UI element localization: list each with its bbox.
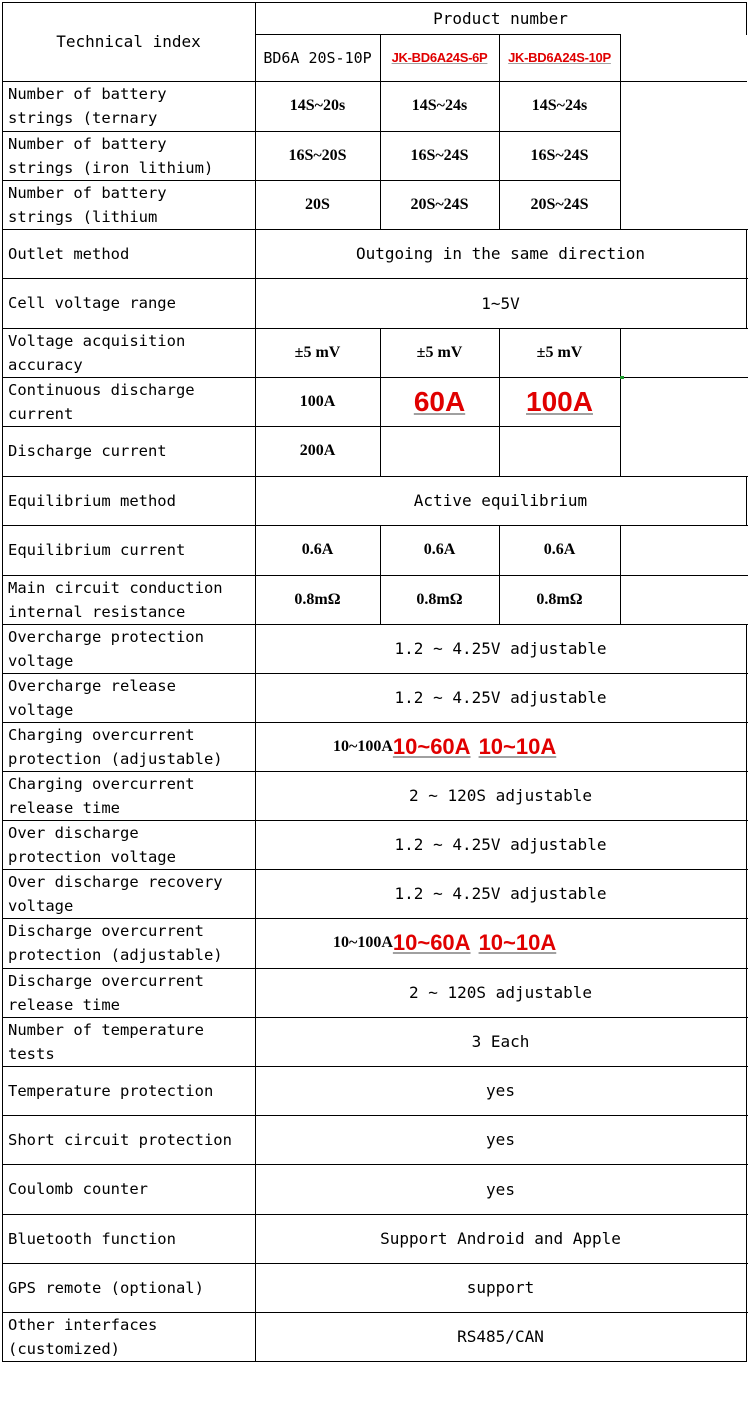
column-rule — [620, 575, 621, 624]
row-rule — [2, 624, 621, 625]
value-cell: 0.8mΩ — [416, 590, 463, 608]
row-label: Bluetooth function — [8, 1229, 176, 1248]
spanning-value: yes — [486, 1179, 515, 1199]
row-label: Outlet method — [8, 244, 130, 263]
row-rule — [620, 918, 748, 919]
table-border-right — [746, 624, 747, 1362]
column-rule — [499, 81, 500, 131]
column-rule — [380, 180, 381, 229]
row-label: GPS remote (optional) — [8, 1278, 204, 1297]
header-rule — [255, 34, 620, 35]
column-rule — [620, 525, 621, 575]
row-rule — [2, 820, 621, 821]
row-label: Cell voltage range — [8, 294, 176, 312]
value-cell: 0.6A — [301, 541, 334, 558]
row-label: Overcharge protection voltage — [8, 627, 204, 670]
table-border-top — [2, 2, 746, 3]
model-label-red: JK-BD6A24S-10P — [508, 50, 611, 65]
column-rule — [380, 525, 381, 575]
value-cell: 14S~24s — [531, 97, 588, 114]
row-label: Number of battery strings (iron lithium) — [8, 134, 214, 177]
value-cell — [380, 377, 499, 426]
row-rule — [2, 771, 621, 772]
mixed-value-cell — [255, 918, 746, 968]
row-rule — [2, 1017, 621, 1018]
value-cell: 0.8mΩ — [536, 590, 583, 608]
value-text-red: 10~10A — [478, 930, 557, 955]
row-rule — [2, 1361, 747, 1362]
row-rule — [620, 771, 748, 772]
row-rule — [2, 1214, 621, 1215]
column-rule — [380, 81, 381, 131]
value-cell: 100A — [299, 392, 336, 410]
row-rule — [620, 278, 748, 279]
value-text-red: 60A — [413, 385, 466, 417]
row-rule — [2, 869, 621, 870]
column-rule — [255, 2, 256, 1362]
row-rule — [620, 869, 748, 870]
column-rule — [380, 328, 381, 377]
row-label: Charging overcurrent release time — [8, 774, 195, 817]
row-rule — [2, 131, 621, 132]
column-rule — [620, 426, 621, 476]
row-label: Main circuit conduction internal resistance — [8, 578, 223, 621]
spanning-value: 1.2 ~ 4.25V adjustable — [394, 835, 607, 854]
spanning-value: Outgoing in the same direction — [356, 244, 645, 263]
row-label: Short circuit protection — [8, 1130, 232, 1149]
row-rule — [620, 476, 748, 477]
value-cell: 16S~24S — [410, 146, 469, 164]
row-label: Number of battery strings (lithium — [8, 183, 167, 226]
spanning-value: yes — [486, 1081, 515, 1100]
row-label: Over discharge protection voltage — [8, 823, 176, 866]
column-rule — [620, 328, 621, 377]
spanning-value: 1.2 ~ 4.25V adjustable — [394, 884, 607, 903]
row-label: Voltage acquisition accuracy — [8, 331, 186, 374]
spanning-value: 1.2 ~ 4.25V adjustable — [394, 639, 607, 658]
row-label: Equilibrium method — [8, 491, 176, 510]
spanning-value: 1.2 ~ 4.25V adjustable — [394, 688, 607, 707]
row-rule — [620, 1164, 748, 1165]
empty-cell — [620, 180, 746, 229]
row-label: Coulomb counter — [8, 1180, 148, 1198]
row-rule — [620, 1115, 748, 1116]
row-rule — [2, 229, 621, 230]
row-rule — [2, 918, 621, 919]
table-border-right — [746, 2, 747, 35]
row-rule — [620, 525, 748, 526]
row-rule — [620, 624, 748, 625]
row-rule — [2, 575, 621, 576]
spanning-value: 2 ~ 120S adjustable — [408, 786, 593, 805]
value-cell: 0.6A — [543, 541, 576, 558]
spanning-value: 2 ~ 120S adjustable — [408, 983, 593, 1002]
value-cell: ±5 mV — [536, 343, 583, 361]
row-rule — [2, 1115, 621, 1116]
empty-cell — [620, 131, 746, 180]
column-rule — [620, 180, 621, 229]
row-label: Continuous discharge current — [8, 380, 195, 423]
value-cell: ±5 mV — [416, 343, 463, 361]
row-rule — [2, 1263, 621, 1264]
table-border-right — [746, 476, 747, 525]
green-marker — [620, 376, 624, 379]
row-label: Over discharge recovery voltage — [8, 872, 223, 915]
spanning-value: Active equilibrium — [413, 491, 588, 510]
column-rule — [620, 377, 621, 426]
row-label: Discharge overcurrent release time — [8, 971, 204, 1014]
value-cell: ±5 mV — [294, 343, 341, 361]
row-label: Discharge overcurrent protection (adjustable) — [8, 922, 223, 964]
row-rule — [620, 1066, 748, 1067]
model-header-jk-bd6a24s-6p — [380, 34, 499, 81]
row-rule — [2, 673, 621, 674]
column-rule — [620, 34, 621, 81]
row-label: Number of battery strings (ternary — [8, 85, 167, 127]
value-text-red: 10~60A — [392, 733, 471, 759]
value-cell: 14S~20s — [289, 97, 346, 114]
column-rule — [499, 328, 500, 377]
row-label: Discharge current — [8, 442, 167, 460]
model-header-bd6a-20s-10p: BD6A 20S-10P — [263, 48, 372, 67]
row-rule — [2, 968, 621, 969]
empty-cell — [620, 426, 746, 476]
column-rule — [380, 575, 381, 624]
row-rule — [2, 377, 621, 378]
value-text: 10~100A — [333, 737, 393, 755]
spanning-value: 3 Each — [471, 1032, 530, 1051]
row-rule — [620, 1214, 748, 1215]
technical-index-header: Technical index — [56, 32, 201, 51]
value-cell: 16S~24S — [530, 146, 589, 164]
row-rule — [2, 1312, 621, 1313]
value-cell: 0.8mΩ — [294, 590, 341, 608]
empty-cell — [620, 575, 746, 624]
row-rule — [620, 575, 748, 576]
value-cell: 16S~20S — [288, 146, 347, 164]
column-rule — [499, 426, 500, 476]
row-rule — [620, 820, 748, 821]
row-rule — [2, 426, 621, 427]
value-text: 10~100A — [333, 934, 393, 951]
row-rule — [2, 722, 621, 723]
column-rule — [499, 180, 500, 229]
row-label: Overcharge release voltage — [8, 676, 176, 719]
spanning-value: support — [466, 1278, 535, 1297]
value-text-red: 100A — [526, 385, 593, 417]
empty-cell — [620, 377, 746, 426]
row-rule — [2, 81, 747, 82]
product-number-header: Product number — [433, 8, 568, 28]
row-rule — [620, 1263, 748, 1264]
row-rule — [2, 328, 621, 329]
column-rule — [380, 34, 381, 81]
spanning-value: RS485/CAN — [457, 1327, 544, 1346]
model-label-red: JK-BD6A24S-6P — [391, 50, 488, 65]
spanning-value: Support Android and Apple — [380, 1229, 621, 1248]
column-rule — [499, 131, 500, 180]
value-cell: 0.6A — [423, 541, 456, 558]
value-cell — [380, 426, 499, 476]
row-label: Number of temperature tests — [8, 1020, 204, 1063]
row-rule — [620, 377, 748, 378]
row-rule — [620, 229, 748, 230]
row-rule — [620, 1017, 748, 1018]
spanning-value: yes — [486, 1130, 515, 1149]
value-text-red: 10~10A — [478, 733, 557, 759]
value-cell — [499, 377, 620, 426]
column-rule — [620, 131, 621, 180]
column-rule — [380, 377, 381, 426]
row-rule — [2, 1164, 621, 1165]
row-rule — [620, 722, 748, 723]
row-label: Charging overcurrent protection (adjustable) — [8, 725, 223, 768]
row-rule — [620, 1312, 748, 1313]
column-rule — [380, 131, 381, 180]
value-cell: 20S — [305, 195, 330, 213]
empty-cell — [620, 525, 746, 575]
mixed-value-cell — [255, 722, 746, 771]
row-label: Equilibrium current — [8, 541, 186, 559]
column-rule — [499, 575, 500, 624]
row-label: Temperature protection — [8, 1081, 214, 1100]
value-cell — [499, 426, 620, 476]
row-rule — [2, 278, 621, 279]
row-rule — [2, 180, 621, 181]
row-rule — [2, 1066, 621, 1067]
column-rule — [380, 426, 381, 476]
row-rule — [620, 328, 748, 329]
empty-cell — [620, 328, 746, 377]
value-text-red: 10~60A — [392, 930, 471, 955]
model-header-jk-bd6a24s-10p — [499, 34, 620, 81]
column-rule — [620, 81, 621, 131]
row-rule — [2, 525, 621, 526]
row-rule — [620, 673, 748, 674]
column-rule — [499, 377, 500, 426]
value-cell: 20S~24S — [530, 195, 589, 213]
row-rule — [620, 968, 748, 969]
empty-cell — [620, 81, 746, 131]
value-cell: 20S~24S — [410, 195, 469, 213]
spanning-value: 1~5V — [481, 293, 520, 313]
column-rule — [499, 525, 500, 575]
column-rule — [499, 34, 500, 81]
row-label: Other interfaces (customized) — [8, 1315, 158, 1358]
value-cell: 14S~24s — [411, 97, 468, 114]
row-rule — [2, 476, 621, 477]
table-border-left — [2, 2, 3, 1362]
value-cell: 200A — [299, 442, 336, 459]
